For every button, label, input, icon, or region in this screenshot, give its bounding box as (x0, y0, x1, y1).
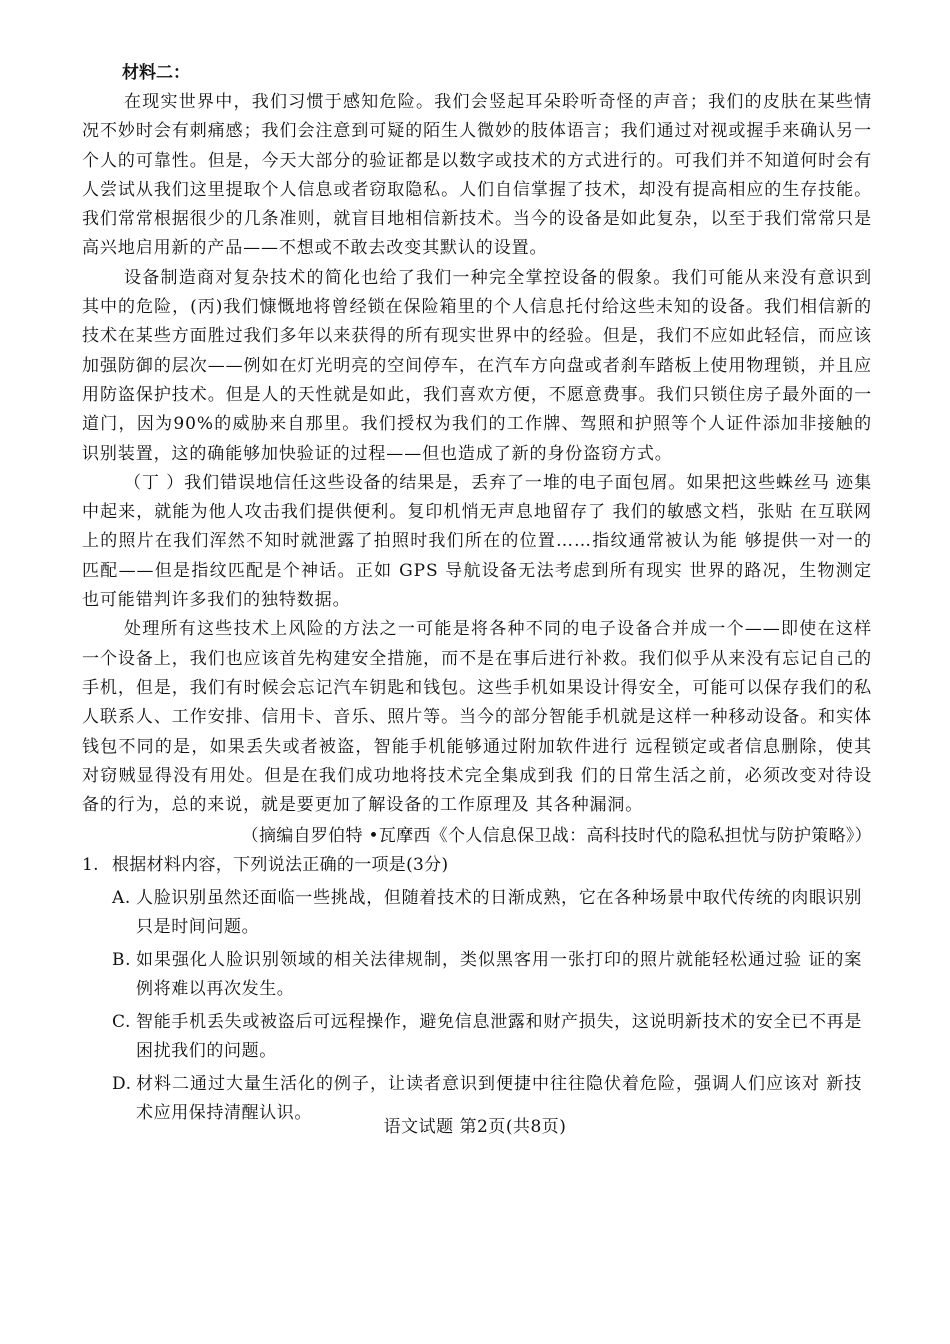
section-title: 材料二： (122, 63, 190, 83)
paragraph-4: 处理所有这些技术上风险的方法之一可能是将各种不同的电子设备合并成一个——即使在这样一个设备上，我们也应该首先构建安全措施，而不是在事后进行补救。我们似乎从来没有忘记自己的手机，但是，我们有时候会忘记汽车钥匙和钱包。这些手机如果设计得安全，可能可以保存我们的私人联系人、工作安排、信用卡、音乐、照片等。当今的部分智能手机就是这样一种移动设备。和实体钱包不同的是，如果丢失或者被盗，智能手机能够通过附加软件进行 远程锁定或者信息删除，使其对窃贼显得没有用处。但是在我们成功地将技术完全集成到我 们的日常生活之前，必须改变对待设备的行为，总的来说，就是要更加了解设备的工作原理及 其各种漏洞。 (82, 619, 872, 816)
exam-page (82, 58, 872, 1128)
option-c[interactable] (112, 1008, 862, 1066)
option-text: 如果强化人脸识别领域的相关法律规制，类似黑客用一张打印的照片就能轻松通过验 证的案例将难以再次发生。 (136, 950, 862, 1000)
option-text: 人脸识别虽然还面临一些挑战，但随着技术的日渐成熟，它在各种场景中取代传统的肉眼识别只是时间问题。 (136, 888, 862, 938)
paragraph-3: （丁 ）我们错误地信任这些设备的结果是，丢弃了一堆的电子面包屑。如果把这些蛛丝马 迹集中起来，就能为他人攻击我们提供便利。复印机悄无声息地留存了 我们的敏感文档，张贴 在互联网上的照片在我们浑然不知时就泄露了拍照时我们所在的位置……指纹通常被认为能 够提供一对一的匹配——但是指纹匹配是个神话。正如 GPS 导航设备无法考虑到所有现实 世界的路况，生物测定也可能错判许多我们的独特数据。 (82, 472, 872, 611)
paragraph-1: 在现实世界中，我们习惯于感知危险。我们会竖起耳朵聆听奇怪的声音；我们的皮肤在某些情况不妙时会有刺痛感；我们会注意到可疑的陌生人微妙的肢体语言；我们通过对视或握手来确认另一个人的可靠性。但是，今天大部分的验证都是以数字或技术的方式进行的。可我们并不知道何时会有人尝试从我们这里提取个人信息或者窃取隐私。人们自信掌握了技术，却没有提高相应的生存技能。我们常常根据很少的几条准则，就盲目地相信新技术。当今的设备是如此复杂，以至于我们常常只是高兴地启用新的产品——不想或不敢去改变其默认的设置。 (82, 92, 872, 259)
option-b[interactable] (112, 946, 862, 1004)
option-letter: D. (112, 1074, 132, 1095)
option-letter: C. (112, 1012, 132, 1033)
paragraph-2: 设备制造商对复杂技术的简化也给了我们一种完全掌控设备的假象。我们可能从来没有意识到其中的危险，(丙)我们慷慨地将曾经锁在保险箱里的个人信息托付给这些未知的设备。我们相信新的技术在某些方面胜过我们多年以来获得的所有现实世界中的经验。但是，我们不应如此轻信，而应该加强防御的层次——例如在灯光明亮的空间停车，在汽车方向盘或者刹车踏板上使用物理锁，并且应用防盗保护技术。但是人的天性就是如此，我们喜欢方便，不愿意费事。我们只锁住房子最外面的一道门，因为90%的威胁来自那里。我们授权为我们的工作牌、驾照和护照等个人证件添加非接触的识别装置，这的确能够加快验证的过程——但也造成了新的身份盗窃方式。 (82, 267, 872, 464)
question-stem: 根据材料内容，下列说法正确的一项是(3分) (112, 855, 449, 876)
option-letter: B. (112, 950, 132, 971)
option-text: 智能手机丢失或被盗后可远程操作，避免信息泄露和财产损失，这说明新技术的安全已不再是困扰我们的问题。 (136, 1012, 862, 1062)
question-number: 1. (82, 855, 99, 876)
source-citation: （摘编自罗伯特 •瓦摩西《个人信息保卫战：高科技时代的隐私担忧与防护策略》） (241, 826, 872, 847)
page-footer: 语文试题 第2页(共8页) (383, 1117, 567, 1137)
option-letter: A. (112, 888, 131, 909)
option-a[interactable] (112, 884, 862, 942)
question-1 (82, 851, 872, 880)
option-text: 材料二通过大量生活化的例子，让读者意识到便捷中往往隐伏着危险，强调人们应该对 新技术应用保持清醒认识。 (136, 1074, 862, 1124)
